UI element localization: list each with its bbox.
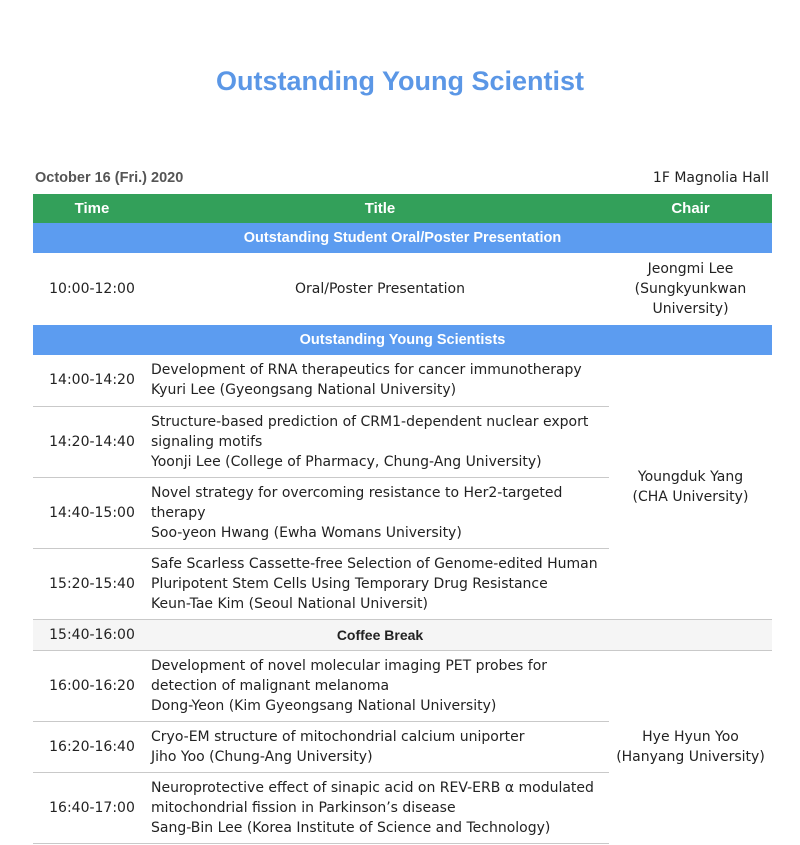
talk-title: therapy: [151, 504, 206, 521]
chair-cell: [609, 355, 772, 619]
chair-affiliation: (CHA University): [632, 488, 749, 505]
chair-cell: [609, 253, 772, 325]
talk-title: Pluripotent Stem Cells Using Temporary Drug Resistance: [151, 575, 548, 592]
talk-time: 16:20-16:40: [33, 721, 151, 772]
chair-cell: [609, 650, 772, 843]
talk-time: 15:20-15:40: [33, 548, 151, 619]
talk-time: 10:00-12:00: [49, 281, 135, 297]
coffee-break-row: [33, 619, 772, 650]
table-row: [33, 650, 772, 721]
talk-time: 16:00-16:20: [33, 650, 151, 721]
section-student: Outstanding Student Oral/Poster Presentation: [33, 223, 772, 253]
table-row: [33, 253, 772, 325]
talk-speaker: Jiho Yoo (Chung-Ang University): [151, 748, 373, 765]
schedule-table: [33, 194, 772, 844]
talk-entry: [151, 477, 609, 548]
session-date: October 16 (Fri.) 2020: [35, 170, 184, 186]
header-chair: Chair: [609, 194, 772, 223]
header-row: [33, 194, 772, 223]
chair-name: Youngduk Yang: [637, 468, 744, 485]
talk-speaker: Kyuri Lee (Gyeongsang National University): [151, 382, 457, 399]
header-title: Title: [151, 194, 609, 223]
session-info: [33, 170, 771, 190]
talk-time: 14:40-15:00: [33, 477, 151, 548]
talk-entry: [151, 772, 609, 843]
chair-name: Hye Hyun Yoo: [642, 728, 739, 745]
chair-affiliation: (Hanyang University): [616, 748, 765, 765]
chair-name: Jeongmi Lee: [647, 261, 734, 277]
header-time: Time: [33, 194, 151, 223]
talk-title: Neuroprotective effect of sinapic acid on REV-ERB α modulated: [151, 779, 594, 796]
talk-title: Oral/Poster Presentation: [295, 281, 465, 297]
talk-speaker: Yoonji Lee (College of Pharmacy, Chung-Ang University): [151, 453, 542, 470]
talk-title: Development of RNA therapeutics for cancer immunotherapy: [151, 362, 582, 379]
talk-entry: [151, 721, 609, 772]
break-empty: [609, 619, 772, 650]
talk-title: Structure-based prediction of CRM1-dependent nuclear export: [151, 413, 589, 430]
talk-entry: [151, 406, 609, 477]
page-title: Outstanding Young Scientist: [215, 66, 584, 96]
talk-title: Development of novel molecular imaging PET probes for: [151, 657, 548, 674]
break-time: 15:40-16:00: [33, 619, 151, 650]
talk-speaker: Soo-yeon Hwang (Ewha Womans University): [151, 524, 462, 541]
talk-entry: [151, 548, 609, 619]
session-venue: 1F Magnolia Hall: [652, 170, 769, 186]
talk-title: Novel strategy for overcoming resistance to Her2-targeted: [151, 484, 563, 501]
talk-time: 16:40-17:00: [33, 772, 151, 843]
talk-speaker: Keun-Tae Kim (Seoul National Universit): [151, 595, 428, 612]
section-row: [33, 325, 772, 355]
talk-title: Cryo-EM structure of mitochondrial calcium uniporter: [151, 728, 525, 745]
table-row: [33, 355, 772, 406]
talk-speaker: Dong-Yeon (Kim Gyeongsang National University): [151, 697, 497, 714]
talk-time: 14:20-14:40: [33, 406, 151, 477]
talk-title: Safe Scarless Cassette-free Selection of Genome-edited Human: [151, 555, 598, 572]
talk-title: signaling motifs: [151, 433, 263, 450]
talk-time: 14:00-14:20: [33, 355, 151, 406]
section-young: Outstanding Young Scientists: [33, 325, 772, 355]
break-label: Coffee Break: [151, 619, 609, 650]
section-row: [33, 223, 772, 253]
talk-entry: [151, 355, 609, 406]
talk-title: detection of malignant melanoma: [151, 677, 390, 694]
chair-affiliation: University): [652, 301, 729, 317]
chair-affiliation: (Sungkyunkwan: [634, 281, 747, 297]
talk-title: mitochondrial fission in Parkinson’s disease: [151, 799, 456, 816]
talk-speaker: Sang-Bin Lee (Korea Institute of Science and Technology): [151, 819, 551, 836]
talk-entry: [151, 650, 609, 721]
